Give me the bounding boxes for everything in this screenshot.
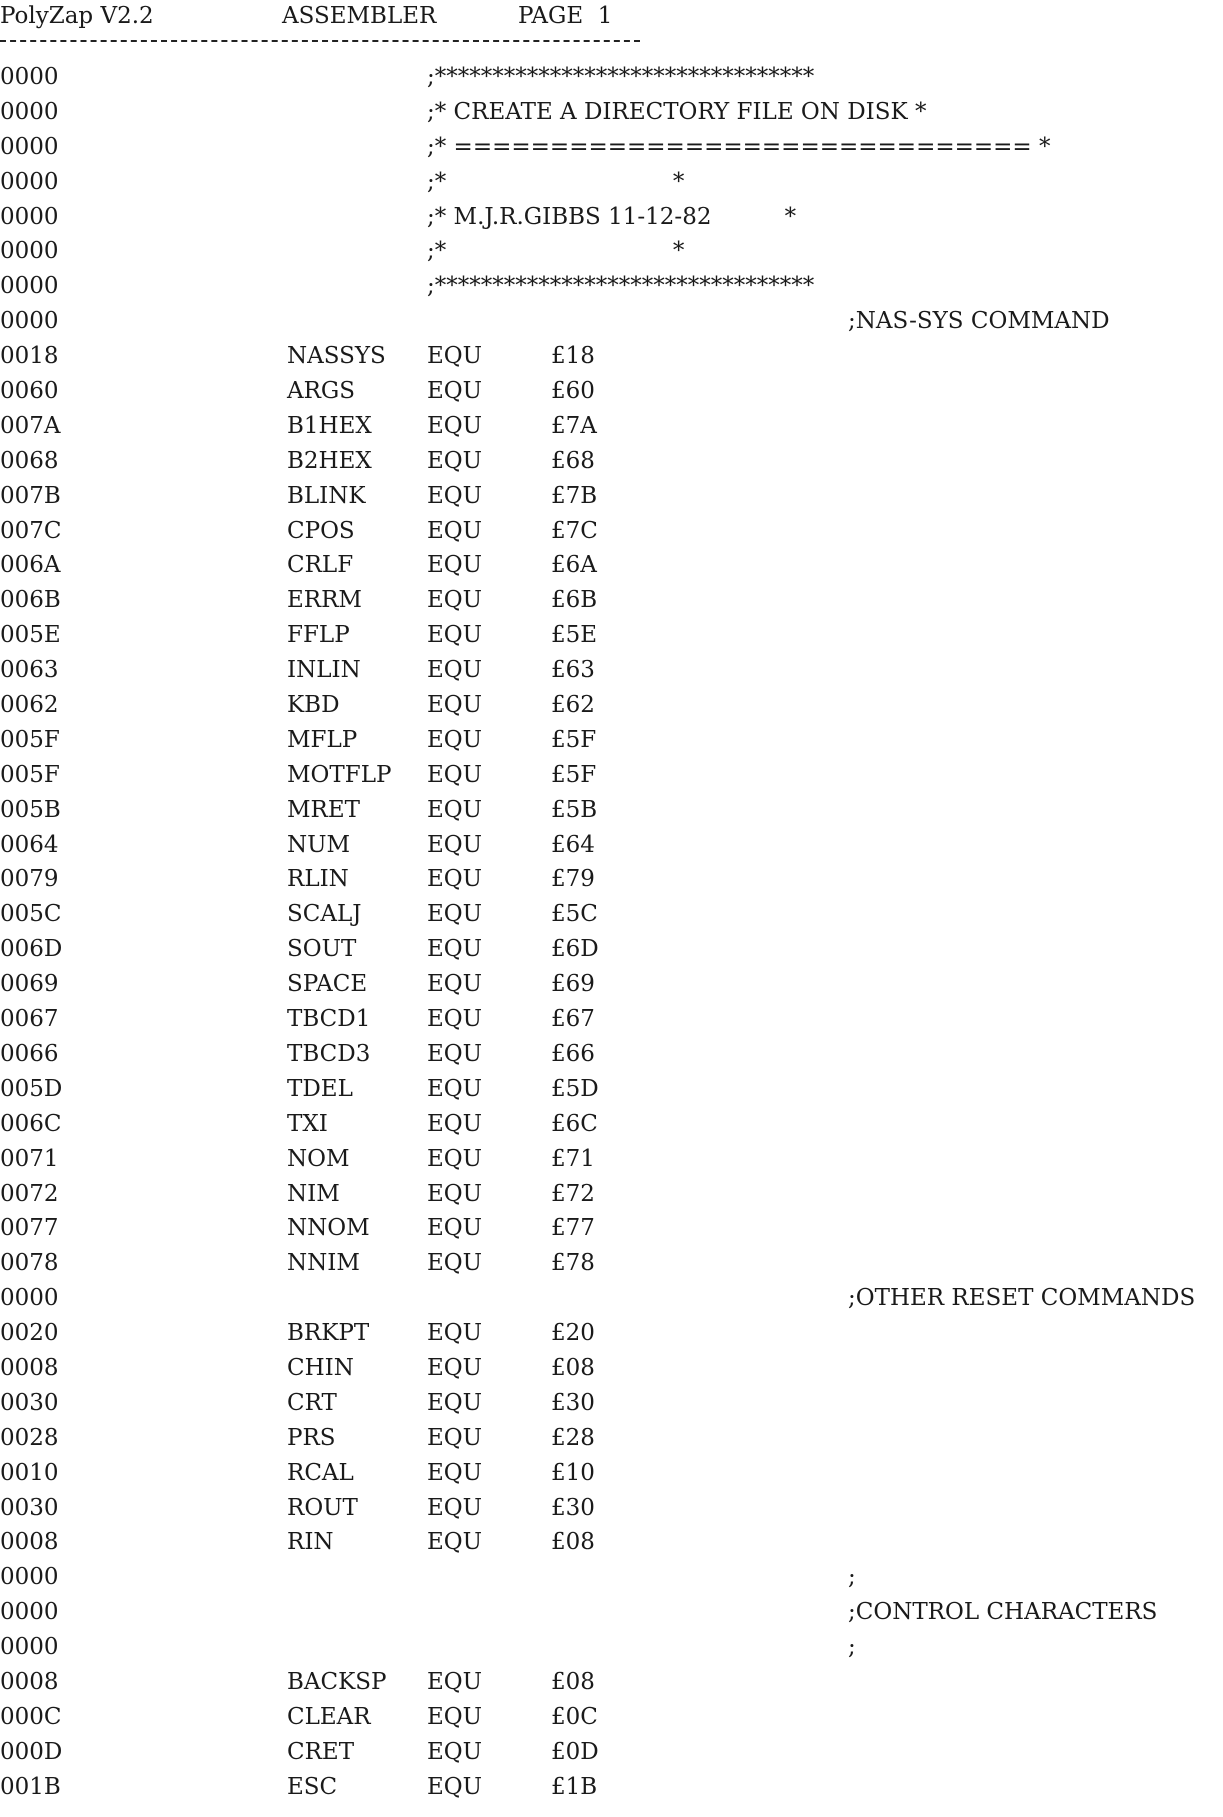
program-name: PolyZap V2.2 <box>0 3 154 29</box>
line-address: 0060 <box>0 378 59 405</box>
listing-line <box>0 409 1223 444</box>
line-operand: £6D <box>551 936 599 963</box>
listing-line <box>0 1665 1223 1700</box>
listing-line <box>0 723 1223 758</box>
line-comment: ; <box>848 1564 856 1591</box>
line-box-comment: ;* CREATE A DIRECTORY FILE ON DISK * <box>427 98 927 125</box>
listing-line <box>0 1072 1223 1107</box>
line-address: 0000 <box>0 1564 59 1591</box>
line-address: 0066 <box>0 1040 59 1067</box>
listing-line <box>0 514 1223 549</box>
listing-line <box>0 1700 1223 1735</box>
listing-header <box>0 0 700 32</box>
listing-line <box>0 618 1223 653</box>
line-address: 0008 <box>0 1354 59 1381</box>
line-opcode: EQU <box>427 587 483 614</box>
line-address: 0063 <box>0 657 59 684</box>
line-label: MFLP <box>287 726 358 753</box>
listing-line <box>0 1351 1223 1386</box>
listing-line <box>0 1525 1223 1560</box>
line-opcode: EQU <box>427 901 483 928</box>
line-address: 0008 <box>0 1668 59 1695</box>
listing-line <box>0 1316 1223 1351</box>
line-opcode: EQU <box>427 1040 483 1067</box>
listing-line <box>0 444 1223 479</box>
line-operand: £7A <box>551 412 597 439</box>
line-address: 0067 <box>0 1006 59 1033</box>
line-address: 0000 <box>0 64 59 90</box>
line-operand: £77 <box>551 1215 595 1242</box>
line-opcode: EQU <box>427 936 483 963</box>
listing-line <box>0 304 1223 339</box>
line-address: 0062 <box>0 692 59 719</box>
page-number: PAGE 1 <box>518 3 613 29</box>
line-operand: £30 <box>551 1389 595 1416</box>
line-address: 0000 <box>0 168 59 195</box>
listing-line <box>0 828 1223 863</box>
listing-line <box>0 897 1223 932</box>
line-address: 005C <box>0 901 62 928</box>
line-address: 001B <box>0 1773 61 1800</box>
line-opcode: EQU <box>427 1110 483 1137</box>
line-label: TBCD1 <box>287 1006 371 1033</box>
listing-line <box>0 95 1223 130</box>
listing-line <box>0 793 1223 828</box>
line-opcode: EQU <box>427 1180 483 1207</box>
line-address: 0079 <box>0 866 59 893</box>
line-address: 006A <box>0 552 61 579</box>
line-address: 0000 <box>0 1599 59 1626</box>
line-address: 0077 <box>0 1215 59 1242</box>
line-operand: £7B <box>551 482 598 509</box>
line-label: FFLP <box>287 622 350 649</box>
line-operand: £64 <box>551 831 595 858</box>
line-opcode: EQU <box>427 1668 483 1695</box>
listing-line <box>0 1630 1223 1665</box>
line-label: NNIM <box>287 1250 360 1277</box>
line-label: CPOS <box>287 517 355 544</box>
line-address: 0000 <box>0 203 59 230</box>
line-address: 005F <box>0 726 60 753</box>
line-label: ROUT <box>287 1494 358 1521</box>
listing-line <box>0 932 1223 967</box>
line-operand: £5F <box>551 761 597 788</box>
listing-line <box>0 967 1223 1002</box>
line-operand: £5D <box>551 1075 599 1102</box>
listing-line <box>0 653 1223 688</box>
line-opcode: EQU <box>427 1354 483 1381</box>
line-operand: £63 <box>551 657 595 684</box>
listing-line <box>0 200 1223 235</box>
line-address: 0000 <box>0 238 59 265</box>
line-address: 000D <box>0 1738 63 1765</box>
line-operand: £60 <box>551 378 595 405</box>
line-address: 0000 <box>0 98 59 125</box>
line-address: 000C <box>0 1703 62 1730</box>
line-operand: £7C <box>551 517 598 544</box>
line-label: B2HEX <box>287 447 372 474</box>
line-opcode: EQU <box>427 412 483 439</box>
line-opcode: EQU <box>427 866 483 893</box>
line-address: 0000 <box>0 308 59 335</box>
line-operand: £10 <box>551 1459 595 1486</box>
line-opcode: EQU <box>427 447 483 474</box>
line-operand: £08 <box>551 1354 595 1381</box>
line-comment: ;NAS-SYS COMMAND <box>848 308 1110 335</box>
line-opcode: EQU <box>427 1250 483 1277</box>
line-opcode: EQU <box>427 1424 483 1451</box>
line-opcode: EQU <box>427 1215 483 1242</box>
listing-line <box>0 1456 1223 1491</box>
line-address: 0069 <box>0 971 59 998</box>
line-label: PRS <box>287 1424 336 1451</box>
line-address: 0000 <box>0 273 59 300</box>
line-operand: £79 <box>551 866 595 893</box>
line-opcode: EQU <box>427 1145 483 1172</box>
listing-line <box>0 1002 1223 1037</box>
line-opcode: EQU <box>427 343 483 370</box>
line-opcode: EQU <box>427 1703 483 1730</box>
line-label: TBCD3 <box>287 1040 371 1067</box>
line-opcode: EQU <box>427 831 483 858</box>
line-operand: £18 <box>551 343 595 370</box>
listing-line <box>0 688 1223 723</box>
line-label: KBD <box>287 692 340 719</box>
line-operand: £20 <box>551 1320 595 1347</box>
line-operand: £5E <box>551 622 598 649</box>
line-address: 006B <box>0 587 61 614</box>
listing-line <box>0 234 1223 269</box>
line-opcode: EQU <box>427 1773 483 1800</box>
line-label: SOUT <box>287 936 357 963</box>
listing-line <box>0 1491 1223 1526</box>
line-address: 0000 <box>0 1285 59 1312</box>
line-address: 005B <box>0 796 61 823</box>
listing-line <box>0 339 1223 374</box>
line-box-comment: ;* ============================== * <box>427 133 1051 160</box>
line-label: SPACE <box>287 971 368 998</box>
line-address: 0072 <box>0 1180 59 1207</box>
line-label: CRT <box>287 1389 337 1416</box>
listing-line <box>0 1211 1223 1246</box>
line-box-comment: ;********************************* <box>427 64 815 90</box>
line-address: 006C <box>0 1110 62 1137</box>
listing-line <box>0 165 1223 200</box>
line-label: B1HEX <box>287 412 372 439</box>
line-label: NNOM <box>287 1215 370 1242</box>
listing-line <box>0 1246 1223 1281</box>
line-address: 0000 <box>0 133 59 160</box>
line-opcode: EQU <box>427 1494 483 1521</box>
line-operand: £6A <box>551 552 597 579</box>
line-address: 0071 <box>0 1145 59 1172</box>
line-label: RIN <box>287 1529 334 1556</box>
line-label: RCAL <box>287 1459 354 1486</box>
listing-line <box>0 583 1223 618</box>
line-opcode: EQU <box>427 1075 483 1102</box>
line-label: ARGS <box>287 378 356 405</box>
line-address: 006D <box>0 936 63 963</box>
line-address: 0064 <box>0 831 59 858</box>
listing-line <box>0 1421 1223 1456</box>
listing-line <box>0 1281 1223 1316</box>
line-comment: ;CONTROL CHARACTERS <box>848 1599 1158 1626</box>
line-opcode: EQU <box>427 1320 483 1347</box>
line-label: BRKPT <box>287 1320 370 1347</box>
line-operand: £66 <box>551 1040 595 1067</box>
line-opcode: EQU <box>427 796 483 823</box>
line-opcode: EQU <box>427 1459 483 1486</box>
line-label: SCALJ <box>287 901 362 928</box>
section-name: ASSEMBLER <box>282 3 437 29</box>
line-operand: £28 <box>551 1424 595 1451</box>
line-operand: £78 <box>551 1250 595 1277</box>
listing-line <box>0 1595 1223 1630</box>
line-operand: £71 <box>551 1145 595 1172</box>
line-label: NASSYS <box>287 343 386 370</box>
line-opcode: EQU <box>427 482 483 509</box>
line-label: CRLF <box>287 552 354 579</box>
line-operand: £6B <box>551 587 598 614</box>
line-operand: £08 <box>551 1668 595 1695</box>
listing-line <box>0 758 1223 793</box>
line-opcode: EQU <box>427 622 483 649</box>
line-label: BLINK <box>287 482 366 509</box>
line-opcode: EQU <box>427 657 483 684</box>
line-address: 007B <box>0 482 61 509</box>
line-label: MOTFLP <box>287 761 392 788</box>
listing-line <box>0 1560 1223 1595</box>
line-address: 0020 <box>0 1320 59 1347</box>
line-opcode: EQU <box>427 1389 483 1416</box>
line-operand: £5C <box>551 901 598 928</box>
line-address: 0068 <box>0 447 59 474</box>
line-label: TDEL <box>287 1075 353 1102</box>
line-opcode: EQU <box>427 378 483 405</box>
line-address: 0030 <box>0 1389 59 1416</box>
line-operand: £6C <box>551 1110 598 1137</box>
line-address: 0028 <box>0 1424 59 1451</box>
line-address: 0030 <box>0 1494 59 1521</box>
line-operand: £72 <box>551 1180 595 1207</box>
line-address: 0000 <box>0 1634 59 1661</box>
line-address: 005E <box>0 622 61 649</box>
line-opcode: EQU <box>427 692 483 719</box>
listing-line <box>0 862 1223 897</box>
line-address: 005D <box>0 1075 63 1102</box>
listing-lines <box>0 60 1223 1805</box>
line-address: 0010 <box>0 1459 59 1486</box>
line-box-comment: ;* M.J.R.GIBBS 11-12-82 * <box>427 203 797 230</box>
listing-line <box>0 1177 1223 1212</box>
line-label: CRET <box>287 1738 355 1765</box>
line-comment: ;OTHER RESET COMMANDS <box>848 1285 1196 1312</box>
line-address: 007A <box>0 412 61 439</box>
line-address: 0018 <box>0 343 59 370</box>
line-opcode: EQU <box>427 1529 483 1556</box>
line-address: 005F <box>0 761 60 788</box>
line-label: INLIN <box>287 657 361 684</box>
line-label: RLIN <box>287 866 349 893</box>
header-rule <box>0 40 640 42</box>
line-label: NOM <box>287 1145 350 1172</box>
line-label: TXI <box>287 1110 328 1137</box>
listing-line <box>0 269 1223 304</box>
line-opcode: EQU <box>427 552 483 579</box>
line-operand: £69 <box>551 971 595 998</box>
line-operand: £0C <box>551 1703 598 1730</box>
line-operand: £5B <box>551 796 598 823</box>
listing-line <box>0 548 1223 583</box>
line-label: CHIN <box>287 1354 354 1381</box>
line-opcode: EQU <box>427 761 483 788</box>
line-label: ESC <box>287 1773 338 1800</box>
listing-line <box>0 1770 1223 1805</box>
line-operand: £67 <box>551 1006 595 1033</box>
line-operand: £08 <box>551 1529 595 1556</box>
line-address: 0008 <box>0 1529 59 1556</box>
line-label: MRET <box>287 796 360 823</box>
listing-line <box>0 374 1223 409</box>
listing-line <box>0 1735 1223 1770</box>
line-operand: £0D <box>551 1738 599 1765</box>
line-box-comment: ;* * <box>427 168 685 195</box>
line-opcode: EQU <box>427 726 483 753</box>
listing-line <box>0 479 1223 514</box>
line-label: ERRM <box>287 587 362 614</box>
listing-line <box>0 1386 1223 1421</box>
listing-line <box>0 1107 1223 1142</box>
line-address: 0078 <box>0 1250 59 1277</box>
line-label: NIM <box>287 1180 340 1207</box>
line-opcode: EQU <box>427 1006 483 1033</box>
line-label: CLEAR <box>287 1703 371 1730</box>
line-operand: £68 <box>551 447 595 474</box>
line-box-comment: ;********************************* <box>427 273 815 300</box>
line-label: BACKSP <box>287 1668 387 1695</box>
listing-line <box>0 60 1223 95</box>
line-operand: £30 <box>551 1494 595 1521</box>
line-operand: £5F <box>551 726 597 753</box>
line-opcode: EQU <box>427 517 483 544</box>
line-label: NUM <box>287 831 351 858</box>
line-comment: ; <box>848 1634 856 1661</box>
line-operand: £62 <box>551 692 595 719</box>
line-box-comment: ;* * <box>427 238 685 265</box>
line-opcode: EQU <box>427 1738 483 1765</box>
line-address: 007C <box>0 517 62 544</box>
listing-line <box>0 130 1223 165</box>
line-operand: £1B <box>551 1773 598 1800</box>
listing-line <box>0 1142 1223 1177</box>
line-opcode: EQU <box>427 971 483 998</box>
listing-line <box>0 1037 1223 1072</box>
